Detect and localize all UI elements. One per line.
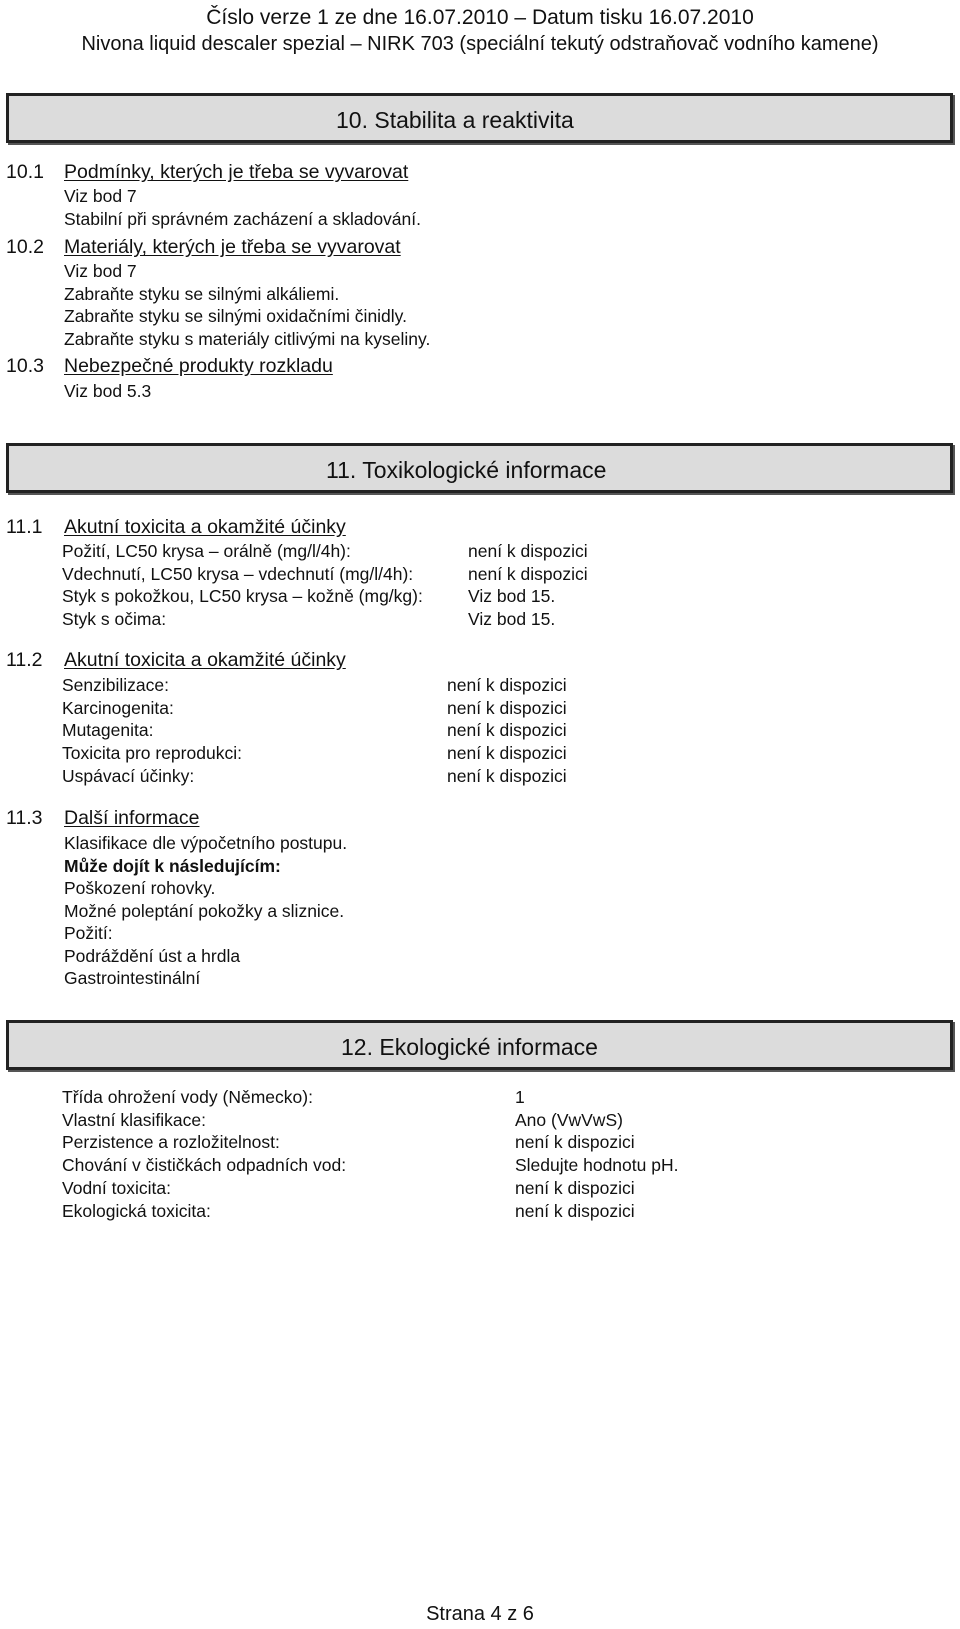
text-line: Zabraňte styku se silnými alkáliemi. — [64, 283, 340, 304]
section-12-title: 12. Ekologické informace — [341, 1034, 598, 1060]
text-line: Podráždění úst a hrdla — [64, 945, 241, 966]
table-row — [62, 742, 567, 765]
row-label: Třída ohrožení vody (Německo): — [62, 1087, 313, 1107]
toxicity-effects-table — [62, 674, 567, 788]
text-line: Viz bod 7 — [64, 261, 137, 281]
table-row — [62, 765, 567, 788]
row-value: není k dispozici — [447, 720, 567, 741]
row-value: Sledujte hodnotu pH. — [515, 1155, 679, 1176]
table-row — [62, 674, 567, 697]
text-line: Zabraňte styku se silnými oxidačními činidly. — [64, 306, 407, 326]
row-label: Senzibilizace: — [62, 675, 169, 695]
section-10-header — [6, 93, 953, 143]
row-value: 1 — [515, 1087, 525, 1107]
table-row — [62, 1109, 678, 1132]
subsection-10-1-heading — [6, 160, 408, 184]
row-label: Perzistence a rozložitelnost: — [62, 1132, 280, 1153]
subsection-10-2-text — [64, 260, 430, 350]
table-row — [62, 563, 588, 586]
row-value: není k dispozici — [515, 1200, 635, 1221]
text-line: Gastrointestinální — [64, 968, 201, 988]
row-value: Viz bod 15. — [468, 609, 556, 630]
subsection-11-3-text — [64, 832, 347, 990]
row-label: Ekologická toxicita: — [62, 1200, 211, 1221]
subsection-title: Nebezpečné produkty rozkladu — [64, 355, 333, 377]
subsection-number: 11.2 — [6, 649, 43, 671]
row-label: Vdechnutí, LC50 krysa – vdechnutí (mg/l/4h): — [62, 563, 414, 584]
row-value: Ano (VwVwS) — [515, 1109, 623, 1130]
row-label: Uspávací účinky: — [62, 765, 195, 786]
section-11-header — [6, 443, 953, 493]
text-line: Stabilní při správném zacházení a skladování. — [64, 208, 421, 229]
page-number: Strana 4 z 6 — [426, 1603, 534, 1625]
table-row — [62, 585, 588, 608]
text-line: Zabraňte styku s materiály citlivými na kyseliny. — [64, 328, 431, 349]
subsection-number: 11.1 — [6, 516, 43, 538]
table-row — [62, 1154, 678, 1177]
subsection-title: Akutní toxicita a okamžité účinky — [64, 649, 346, 671]
text-line: Možné poleptání pokožky a sliznice. — [64, 900, 345, 921]
subsection-title: Akutní toxicita a okamžité účinky — [64, 516, 346, 538]
row-label: Požití, LC50 krysa – orálně (mg/l/4h): — [62, 541, 351, 561]
row-label: Karcinogenita: — [62, 697, 174, 718]
row-value: Viz bod 15. — [468, 586, 556, 607]
text-line: Poškození rohovky. — [64, 878, 216, 898]
ecological-info-table — [62, 1086, 678, 1222]
row-value: není k dispozici — [515, 1177, 635, 1198]
subsection-number: 10.3 — [6, 355, 44, 377]
subsection-title: Materiály, kterých je třeba se vyvarovat — [64, 236, 401, 258]
table-row — [62, 1131, 678, 1154]
subsection-10-1-text — [64, 185, 421, 230]
section-12-header — [6, 1020, 953, 1070]
row-value: není k dispozici — [468, 563, 588, 584]
product-line: Nivona liquid descaler spezial – NIRK 703 (speciální tekutý odstraňovač vodního kamene) — [81, 33, 879, 55]
row-value: není k dispozici — [515, 1132, 635, 1153]
row-value: není k dispozici — [447, 765, 567, 786]
table-row — [62, 697, 567, 720]
subsection-number: 10.2 — [6, 236, 44, 258]
table-row — [62, 719, 567, 742]
row-value: není k dispozici — [447, 675, 567, 695]
row-label: Toxicita pro reprodukci: — [62, 743, 242, 764]
text-line: Může dojít k následujícím: — [64, 855, 281, 876]
section-10-title: 10. Stabilita a reaktivita — [336, 107, 574, 133]
row-value: není k dispozici — [468, 541, 588, 561]
table-row — [62, 1200, 678, 1223]
subsection-11-2-heading — [6, 648, 346, 672]
section-11-title: 11. Toxikologické informace — [326, 457, 607, 483]
subsection-10-3-text — [64, 380, 151, 403]
text-line: Viz bod 5.3 — [64, 381, 152, 401]
page-header — [0, 0, 960, 57]
text-line: Požití: — [64, 923, 113, 943]
table-row — [62, 1086, 678, 1109]
version-line: Číslo verze 1 ze dne 16.07.2010 – Datum tisku 16.07.2010 — [206, 6, 754, 29]
acute-toxicity-table — [62, 540, 588, 631]
row-label: Vlastní klasifikace: — [62, 1109, 206, 1130]
row-label: Vodní toxicita: — [62, 1177, 171, 1198]
text-line: Klasifikace dle výpočetního postupu. — [64, 833, 348, 853]
subsection-10-2-heading — [6, 235, 401, 259]
subsection-11-1-heading — [6, 515, 346, 539]
table-row — [62, 1177, 678, 1200]
table-row — [62, 608, 588, 631]
table-row — [62, 540, 588, 563]
row-label: Styk s očima: — [62, 609, 167, 630]
row-label: Styk s pokožkou, LC50 krysa – kožně (mg/kg): — [62, 586, 423, 607]
row-label: Mutagenita: — [62, 720, 154, 741]
subsection-number: 11.3 — [6, 807, 43, 829]
subsection-title: Podmínky, kterých je třeba se vyvarovat — [64, 161, 409, 183]
row-value: není k dispozici — [447, 697, 567, 718]
row-value: není k dispozici — [447, 743, 567, 764]
subsection-10-3-heading — [6, 354, 333, 378]
row-label: Chování v čističkách odpadních vod: — [62, 1155, 347, 1176]
subsection-number: 10.1 — [6, 161, 44, 183]
text-line: Viz bod 7 — [64, 186, 137, 206]
subsection-title: Další informace — [64, 807, 200, 829]
subsection-11-3-heading — [6, 806, 199, 830]
